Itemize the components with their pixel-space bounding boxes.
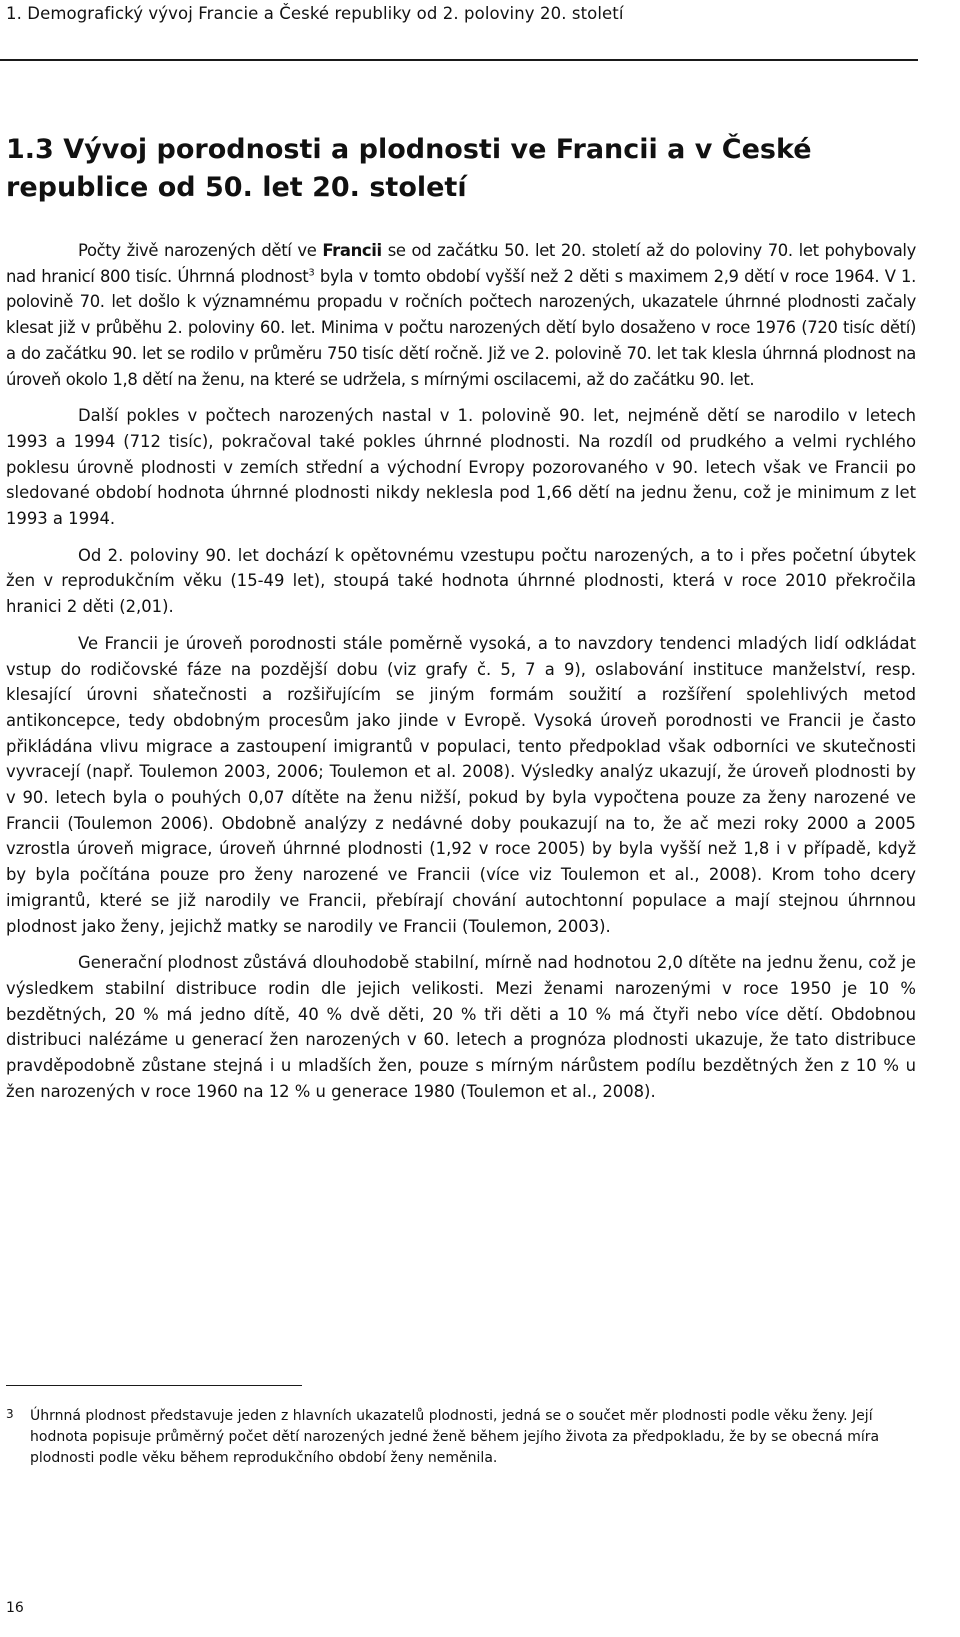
footnote-reference[interactable]: 3 (308, 267, 315, 279)
paragraph-high-fertility-causes: Ve Francii je úroveň porodnosti stále poměrně vysoká, a to navzdory tendenci mladých lidí odkládat vstup do rodičovské fáze na pozdější dobu (viz grafy č. 5, 7 a 9), oslabování instituce manželství, resp. klesající úrovni sňatečnosti a rozšiřujícím se jiným formám soužití a rozšíření spolehlivých metod antikoncepce, tedy obdobným procesům jako jinde v Evropě. Vysoká úroveň porodnosti ve Francii je často přikládána vlivu migrace a zastoupení imigrantů v populaci, tento předpoklad však odborníci ve skutečnosti vyvracejí (např. Toulemon 2003, 2006; Toulemon et al. 2008). Výsledky analýz ukazují, že úroveň plodnosti by v 90. letech byla o pouhých 0,07 dítěte na ženu nižší, pokud by byla vypočtena pouze za ženy narozené ve Francii (Toulemon 2006). Obdobně analýzy z nedávné doby poukazují na to, že ač mezi roky 2000 a 2005 vzrostla úroveň migrace, úroveň úhrnné plodnosti (1,92 v roce 2005) by byla vyšší než 1,8 i v případě, když by byla počítána pouze pro ženy narozené ve Francii (více viz Toulemon et al., 2008). Krom toho dcery imigrantů, které se již narodily ve Francii, přebírají chování autochtonní populace a mají stejnou úhrnnou plodnost jako ženy, jejichž matky se narodily ve Francii (Toulemon, 2003). (6, 633, 916, 936)
paragraph-france-births (6, 238, 916, 392)
footnote (6, 1406, 916, 1469)
header-divider (0, 59, 918, 61)
section-heading: 1.3 Vývoj porodnosti a plodnosti ve Francii a v České republice od 50. let 20. století (6, 134, 812, 203)
paragraph-text: byla v tomto období vyšší než 2 děti s maximem 2,9 dětí v roce 1964. V 1. polovině 70. let došlo k významnému propadu v ročních počtech narozených, ukazatele úhrnné plodnosti začaly klesat již v průběhu 2. poloviny 60. let. Minima v počtu narozených dětí bylo dosaženo v roce 1976 (720 tisíc dětí) a do začátku 90. let se rodilo v průměru 750 tisíc dětí ročně. Již ve 2. polovině 70. let tak klesla úhrnná plodnost na úroveň okolo 1,8 dětí na ženu, na které se udržela, s mírnými oscilacemi, až do začátku 90. let. (6, 266, 916, 389)
emphasis-france: Francii (322, 241, 382, 260)
paragraph-cohort-fertility: Generační plodnost zůstává dlouhodobě stabilní, mírně nad hodnotou 2,0 dítěte na jednu ženu, což je výsledkem stabilní distribuce rodin dle jejich velikosti. Mezi ženami narozenými v roce 1950 je 10 % bezdětných, 20 % má jedno dítě, 40 % dvě děti, 20 % tři děti a 10 % má čtyři nebo více dětí. Obdobnou distribuci nalézáme u generací žen narozených v 60. letech a prognóza plodnosti ukazuje, že tato distribuce pravděpodobně zůstane stejná i u mladších žen, pouze s mírným nárůstem podílu bezdětných žen z 10 % u žen narozených v roce 1960 na 12 % u generace 1980 (Toulemon et al., 2008). (6, 953, 916, 1101)
footnote-marker: 3 (6, 1407, 14, 1421)
footnote-text: Úhrnná plodnost představuje jeden z hlavních ukazatelů plodnosti, jedná se o součet měr plodnosti podle věku ženy. Její hodnota popisuje průměrný počet dětí narozených jedné ženě během jejího života za předpokladu, že by se obecná míra plodnosti podle věku během reprodukčního období ženy neměnila. (30, 1408, 880, 1466)
paragraph-decline-1990s: Další pokles v počtech narozených nastal v 1. polovině 90. let, nejméně dětí se narodilo v letech 1993 a 1994 (712 tisíc), pokračoval také pokles úhrnné plodnosti. Na rozdíl od prudkého a velmi rychlého poklesu úrovně plodnosti v zemích střední a východní Evropy pozorovaného v 90. letech však ve Francii po sledované období hodnota úhrnné plodnosti nikdy neklesla pod 1,66 dětí na jednu ženu, což je minimum z let 1993 a 1994. (6, 406, 916, 529)
footnote-divider (6, 1385, 302, 1386)
page-number: 16 (6, 1600, 24, 1616)
running-header: 1. Demografický vývoj Francie a České republiky od 2. poloviny 20. století (6, 4, 624, 23)
paragraph-text: Počty živě narozených dětí ve (78, 241, 323, 260)
paragraph-recovery: Od 2. poloviny 90. let dochází k opětovnému vzestupu počtu narozených, a to i přes početní úbytek žen v reprodukčním věku (15-49 let), stoupá také hodnota úhrnné plodnosti, která v roce 2010 překročila hranici 2 děti (2,01). (6, 545, 916, 617)
paragraph-text: se od začátku 50. let 20. století až do poloviny 70. let pohybovaly nad hranicí 800 tisíc. Úhrnná plodnost (6, 241, 916, 286)
body-text (6, 238, 916, 1116)
